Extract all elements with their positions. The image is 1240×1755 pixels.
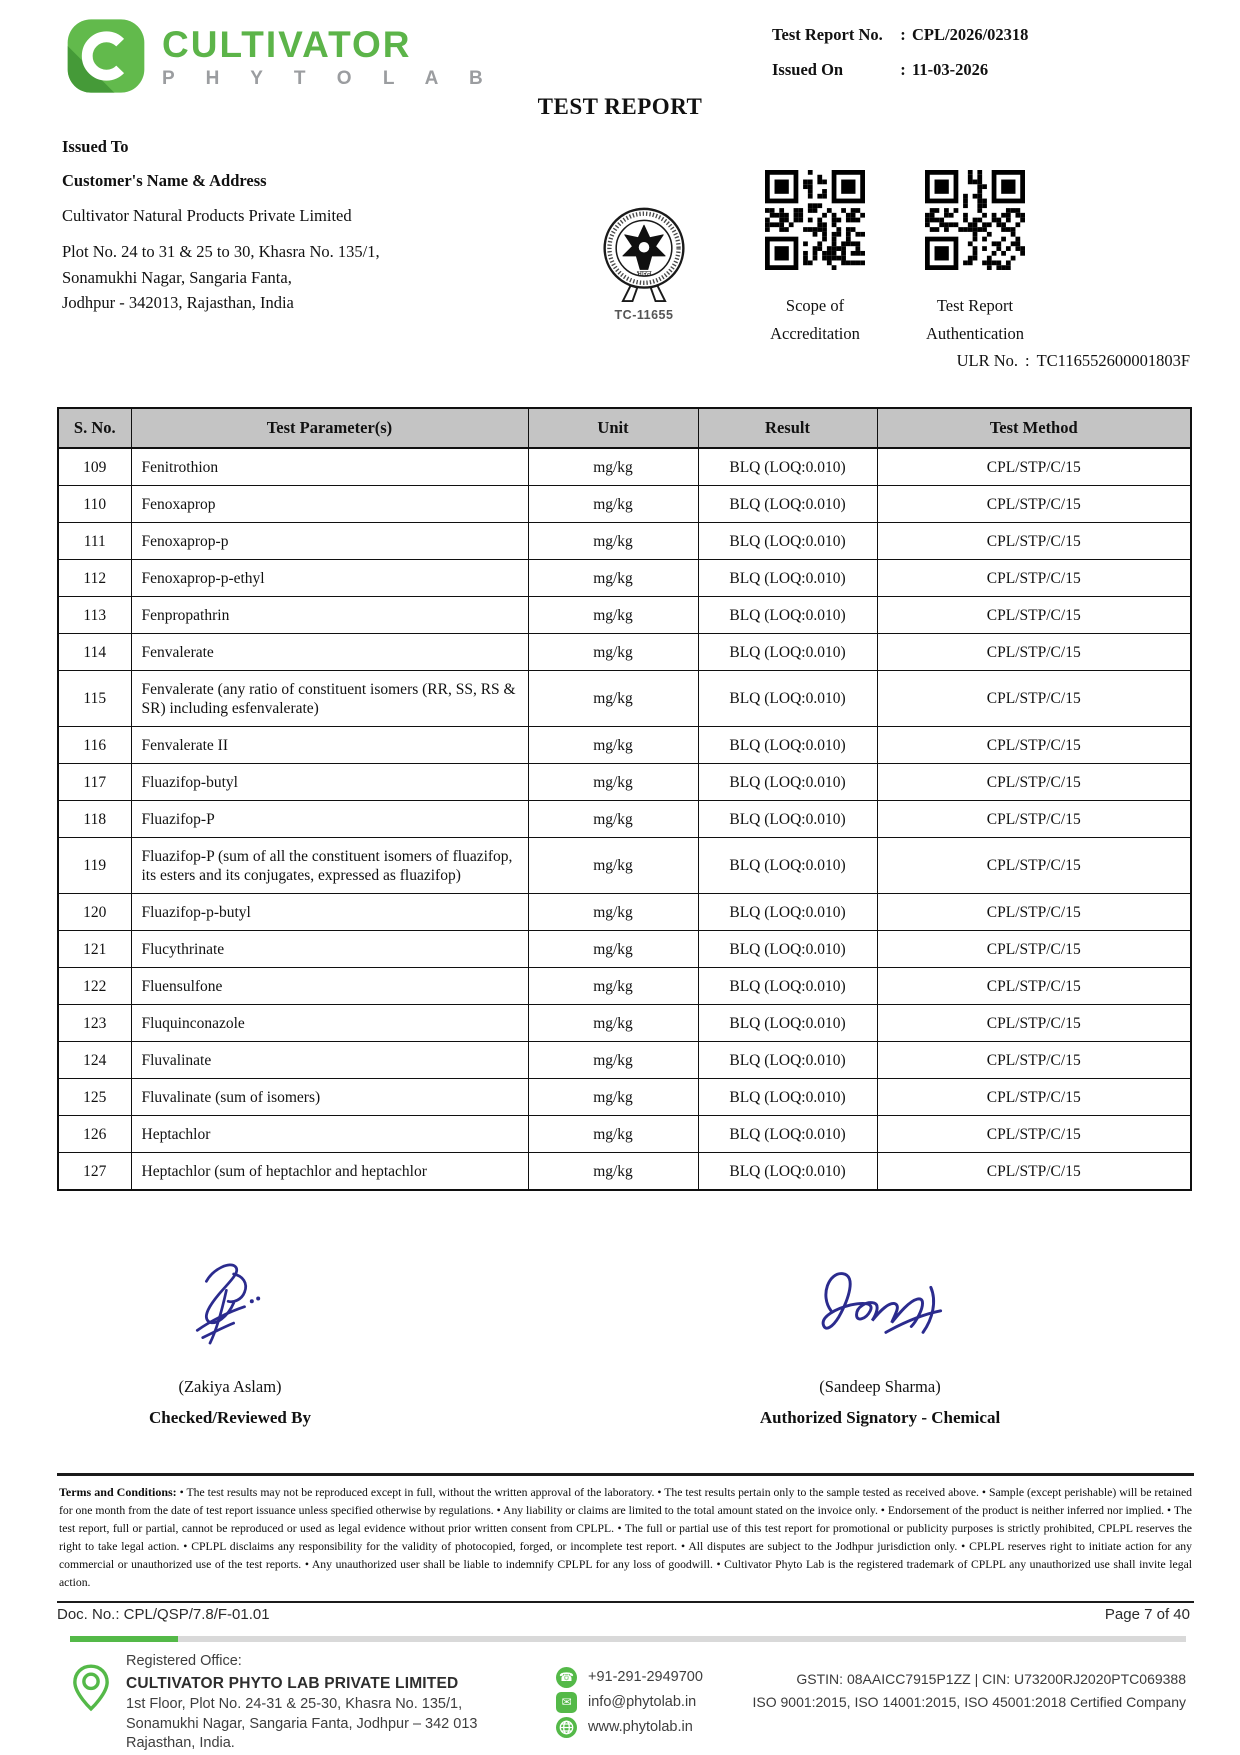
iso-certifications: ISO 9001:2015, ISO 14001:2015, ISO 45001:2018 Certified Company <box>752 1694 1186 1710</box>
legal-block <box>752 1668 1186 1754</box>
signature-zakiya <box>105 1253 355 1355</box>
cell-result: BLQ (LOQ:0.010) <box>698 448 877 486</box>
cell-sno: 118 <box>58 801 131 838</box>
cell-unit: mg/kg <box>528 931 698 968</box>
header-unit: Unit <box>528 408 698 448</box>
table-row <box>58 634 1191 671</box>
footer-divider-green-segment <box>70 1636 178 1642</box>
cell-result: BLQ (LOQ:0.010) <box>698 1005 877 1042</box>
cell-unit: mg/kg <box>528 1079 698 1116</box>
cell-parameter: Fenoxaprop <box>131 486 528 523</box>
cell-unit: mg/kg <box>528 1005 698 1042</box>
cell-parameter: Fluazifop-P <box>131 801 528 838</box>
cell-result: BLQ (LOQ:0.010) <box>698 634 877 671</box>
cell-sno: 113 <box>58 597 131 634</box>
cell-sno: 116 <box>58 727 131 764</box>
report-meta <box>772 24 1192 94</box>
cell-result: BLQ (LOQ:0.010) <box>698 838 877 894</box>
qr-auth-label: Authentication <box>925 324 1025 343</box>
authorized-signatory-block <box>725 1253 1035 1428</box>
cell-parameter: Fenitrothion <box>131 448 528 486</box>
ulr-label: ULR No. <box>956 351 1018 370</box>
company-logo <box>64 16 496 101</box>
customer-address-line: Plot No. 24 to 31 & 25 to 30, Khasra No. 135/1, <box>62 242 380 261</box>
email-address[interactable]: info@phytolab.in <box>588 1694 697 1710</box>
signature-ink-icon <box>172 1254 288 1354</box>
qr-code-auth <box>925 170 1025 270</box>
contact-block <box>556 1666 703 1754</box>
cell-result: BLQ (LOQ:0.010) <box>698 560 877 597</box>
terms-and-conditions <box>57 1473 1194 1603</box>
footer-address-line: Sonamukhi Nagar, Sangaria Fanta, Jodhpur – 342 013 <box>126 1715 478 1732</box>
seal-certificate-number: TC-11655 <box>614 308 674 322</box>
results-table-body <box>58 448 1191 1190</box>
cell-sno: 127 <box>58 1153 131 1191</box>
cell-result: BLQ (LOQ:0.010) <box>698 894 877 931</box>
cell-unit: mg/kg <box>528 894 698 931</box>
cell-parameter: Fenvalerate II <box>131 727 528 764</box>
nabl-accreditation-seal <box>583 206 705 322</box>
header-method: Test Method <box>877 408 1191 448</box>
cell-result: BLQ (LOQ:0.010) <box>698 764 877 801</box>
separator: : <box>1025 351 1030 370</box>
page-title: TEST REPORT <box>537 94 703 119</box>
footer-address-line: 1st Floor, Plot No. 24-31 & 25-30, Khasra No. 135/1, <box>126 1696 463 1712</box>
brand-name: CULTIVATOR <box>162 23 412 65</box>
cell-unit: mg/kg <box>528 1042 698 1079</box>
results-table <box>57 407 1192 1191</box>
cell-result: BLQ (LOQ:0.010) <box>698 671 877 727</box>
table-row <box>58 1005 1191 1042</box>
header-result: Result <box>698 408 877 448</box>
cell-method: CPL/STP/C/15 <box>877 671 1191 727</box>
cell-parameter: Fenpropathrin <box>131 597 528 634</box>
table-row <box>58 764 1191 801</box>
table-row <box>58 1042 1191 1079</box>
cell-method: CPL/STP/C/15 <box>877 1079 1191 1116</box>
cell-parameter: Fluvalinate (sum of isomers) <box>131 1079 528 1116</box>
ulr-number <box>57 351 1190 371</box>
table-row <box>58 1116 1191 1153</box>
cell-method: CPL/STP/C/15 <box>877 1005 1191 1042</box>
qr-auth-label: Test Report <box>936 296 1014 315</box>
cell-parameter: Fluazifop-P (sum of all the constituent isomers of fluazifop, its esters and its conjugates, expressed as fluazifop) <box>131 838 528 894</box>
authorized-signatory-role: Authorized Signatory - Chemical <box>759 1408 1001 1427</box>
doc-number: Doc. No.: CPL/QSP/7.8/F-01.01 <box>57 1606 270 1623</box>
cell-result: BLQ (LOQ:0.010) <box>698 801 877 838</box>
registered-office-block <box>126 1652 498 1754</box>
qr-scope-label: Scope of <box>785 296 845 315</box>
cell-result: BLQ (LOQ:0.010) <box>698 486 877 523</box>
cell-result: BLQ (LOQ:0.010) <box>698 968 877 1005</box>
cell-sno: 115 <box>58 671 131 727</box>
cell-unit: mg/kg <box>528 634 698 671</box>
website-url[interactable]: www.phytolab.in <box>588 1719 693 1735</box>
cell-parameter: Fluensulfone <box>131 968 528 1005</box>
table-row <box>58 1079 1191 1116</box>
cell-method: CPL/STP/C/15 <box>877 634 1191 671</box>
cell-method: CPL/STP/C/15 <box>877 448 1191 486</box>
cell-method: CPL/STP/C/15 <box>877 931 1191 968</box>
seal-country-text: भारत <box>636 269 652 279</box>
cell-sno: 123 <box>58 1005 131 1042</box>
checked-by-role: Checked/Reviewed By <box>149 1408 311 1427</box>
cell-unit: mg/kg <box>528 1153 698 1191</box>
cell-unit: mg/kg <box>528 968 698 1005</box>
cell-unit: mg/kg <box>528 764 698 801</box>
cell-parameter: Fluvalinate <box>131 1042 528 1079</box>
table-row <box>58 448 1191 486</box>
cell-parameter: Fenoxaprop-p-ethyl <box>131 560 528 597</box>
cell-sno: 119 <box>58 838 131 894</box>
header-sno: S. No. <box>58 408 131 448</box>
customer-address-heading: Customer's Name & Address <box>62 171 267 190</box>
table-row <box>58 968 1191 1005</box>
email-icon: ✉ <box>556 1692 577 1713</box>
test-report-authentication-block <box>895 170 1055 348</box>
cell-method: CPL/STP/C/15 <box>877 727 1191 764</box>
cell-unit: mg/kg <box>528 801 698 838</box>
report-no-value: CPL/2026/02318 <box>912 25 1029 44</box>
issued-on-label: Issued On <box>772 60 844 79</box>
cell-unit: mg/kg <box>528 727 698 764</box>
issued-to-heading: Issued To <box>62 137 129 156</box>
checked-by-signature-block <box>105 1253 355 1428</box>
cell-sno: 125 <box>58 1079 131 1116</box>
cell-result: BLQ (LOQ:0.010) <box>698 931 877 968</box>
terms-label: Terms and Conditions: <box>59 1485 177 1499</box>
signature-sandeep <box>725 1253 1035 1355</box>
brand-subtitle: P H Y T O L A B <box>162 67 496 89</box>
cell-sno: 114 <box>58 634 131 671</box>
table-row <box>58 1153 1191 1191</box>
office-label: Registered Office: <box>126 1653 242 1669</box>
cell-method: CPL/STP/C/15 <box>877 560 1191 597</box>
cell-sno: 124 <box>58 1042 131 1079</box>
cell-method: CPL/STP/C/15 <box>877 523 1191 560</box>
separator: : <box>900 25 906 44</box>
cell-parameter: Heptachlor <box>131 1116 528 1153</box>
cell-parameter: Fenvalerate <box>131 634 528 671</box>
cell-method: CPL/STP/C/15 <box>877 1116 1191 1153</box>
issued-to-block <box>62 136 380 316</box>
cell-unit: mg/kg <box>528 671 698 727</box>
separator: : <box>900 60 906 79</box>
customer-name: Cultivator Natural Products Private Limited <box>62 206 352 225</box>
page-number: Page 7 of 40 <box>1104 1606 1190 1623</box>
cell-method: CPL/STP/C/15 <box>877 838 1191 894</box>
cell-parameter: Heptachlor (sum of heptachlor and heptachlor <box>131 1153 528 1191</box>
cell-method: CPL/STP/C/15 <box>877 1042 1191 1079</box>
cell-result: BLQ (LOQ:0.010) <box>698 1116 877 1153</box>
cell-method: CPL/STP/C/15 <box>877 1153 1191 1191</box>
cell-result: BLQ (LOQ:0.010) <box>698 597 877 634</box>
scope-of-accreditation-block <box>735 170 895 348</box>
footer <box>70 1652 1186 1754</box>
phone-number: +91-291-2949700 <box>588 1669 703 1685</box>
signature-ink-icon <box>800 1260 960 1348</box>
cell-parameter: Flucythrinate <box>131 931 528 968</box>
cell-sno: 121 <box>58 931 131 968</box>
location-pin-icon <box>72 1664 110 1754</box>
terms-body: • The test results may not be reproduced except in full, without the written approval of the laboratory. • The test results pertain only to the sample tested as received above. • Sample (except perishable) will be retained for one month from the date of test report issuance unless specified otherwise by regulations. • Any liability or claims are limited to the total amount stated on the invoice only. • Endorsement of the product is neither inferred nor implied. • The test report, full or partial, cannot be reproduced or used as legal evidence without prior written consent from CPLPL. • The full or partial use of this test report for promotional or publicity purposes is strictly prohibited, CPLPL reserves the right to take legal action. • CPLPL disclaims any responsibility for the validity of photocopied, forged, or incomplete test report. • All disputes are subject to the Jodhpur jurisdiction only. • CPLPL reserves right to initiate action for any commercial or unauthorized use of the test reports. • Any unauthorized user shall be liable to indemnify CPLPL for any loss of goodwill. • Cultivator Phyto Lab is the registered trademark of CPLPL any unauthorized use shall invite legal action. <box>59 1486 1192 1589</box>
table-row <box>58 931 1191 968</box>
phone-icon: ☎ <box>556 1667 577 1688</box>
cell-unit: mg/kg <box>528 486 698 523</box>
nabl-seal-icon <box>586 206 702 302</box>
cell-sno: 111 <box>58 523 131 560</box>
footer-company-name: CULTIVATOR PHYTO LAB PRIVATE LIMITED <box>126 1674 459 1692</box>
cell-result: BLQ (LOQ:0.010) <box>698 1042 877 1079</box>
report-no-label: Test Report No. <box>772 25 883 44</box>
table-row <box>58 894 1191 931</box>
cell-method: CPL/STP/C/15 <box>877 801 1191 838</box>
cell-sno: 117 <box>58 764 131 801</box>
cell-unit: mg/kg <box>528 597 698 634</box>
table-row <box>58 486 1191 523</box>
cell-method: CPL/STP/C/15 <box>877 968 1191 1005</box>
cell-parameter: Fluazifop-butyl <box>131 764 528 801</box>
cell-sno: 120 <box>58 894 131 931</box>
table-row <box>58 727 1191 764</box>
checked-by-name: (Zakiya Aslam) <box>178 1377 282 1396</box>
cell-unit: mg/kg <box>528 560 698 597</box>
footer-divider-bar <box>70 1636 1186 1642</box>
footer-address-line: Rajasthan, India. <box>126 1735 235 1751</box>
cell-method: CPL/STP/C/15 <box>877 894 1191 931</box>
cell-parameter: Fluazifop-p-butyl <box>131 894 528 931</box>
cell-sno: 112 <box>58 560 131 597</box>
customer-address-line: Jodhpur - 342013, Rajasthan, India <box>62 293 294 312</box>
table-row <box>58 523 1191 560</box>
customer-address-line: Sonamukhi Nagar, Sangaria Fanta, <box>62 267 292 287</box>
cell-unit: mg/kg <box>528 838 698 894</box>
cell-method: CPL/STP/C/15 <box>877 764 1191 801</box>
qr-code-scope <box>765 170 865 270</box>
cell-method: CPL/STP/C/15 <box>877 597 1191 634</box>
authorized-signatory-name: (Sandeep Sharma) <box>819 1377 941 1396</box>
cell-sno: 122 <box>58 968 131 1005</box>
table-row <box>58 560 1191 597</box>
ulr-value: TC116552600001803F <box>1036 351 1190 370</box>
cell-parameter: Fluquinconazole <box>131 1005 528 1042</box>
gstin-cin: GSTIN: 08AAICC7915P1ZZ | CIN: U73200RJ2020PTC069388 <box>796 1671 1186 1687</box>
table-header-row <box>58 408 1191 448</box>
table-row <box>58 597 1191 634</box>
cell-result: BLQ (LOQ:0.010) <box>698 727 877 764</box>
cell-result: BLQ (LOQ:0.010) <box>698 523 877 560</box>
leaf-logo-icon <box>64 16 148 101</box>
globe-icon <box>556 1717 577 1738</box>
table-row <box>58 801 1191 838</box>
cell-parameter: Fenoxaprop-p <box>131 523 528 560</box>
cell-sno: 126 <box>58 1116 131 1153</box>
table-row <box>58 838 1191 894</box>
header-parameter: Test Parameter(s) <box>131 408 528 448</box>
cell-unit: mg/kg <box>528 523 698 560</box>
issued-on-value: 11-03-2026 <box>912 60 989 79</box>
cell-method: CPL/STP/C/15 <box>877 486 1191 523</box>
qr-scope-label: Accreditation <box>770 324 860 343</box>
cell-unit: mg/kg <box>528 1116 698 1153</box>
document-footer-row <box>57 1606 1190 1623</box>
cell-result: BLQ (LOQ:0.010) <box>698 1153 877 1191</box>
cell-unit: mg/kg <box>528 448 698 486</box>
cell-sno: 110 <box>58 486 131 523</box>
table-row <box>58 671 1191 727</box>
cell-result: BLQ (LOQ:0.010) <box>698 1079 877 1116</box>
cell-sno: 109 <box>58 448 131 486</box>
cell-parameter: Fenvalerate (any ratio of constituent isomers (RR, SS, RS & SR) including esfenvalerate) <box>131 671 528 727</box>
